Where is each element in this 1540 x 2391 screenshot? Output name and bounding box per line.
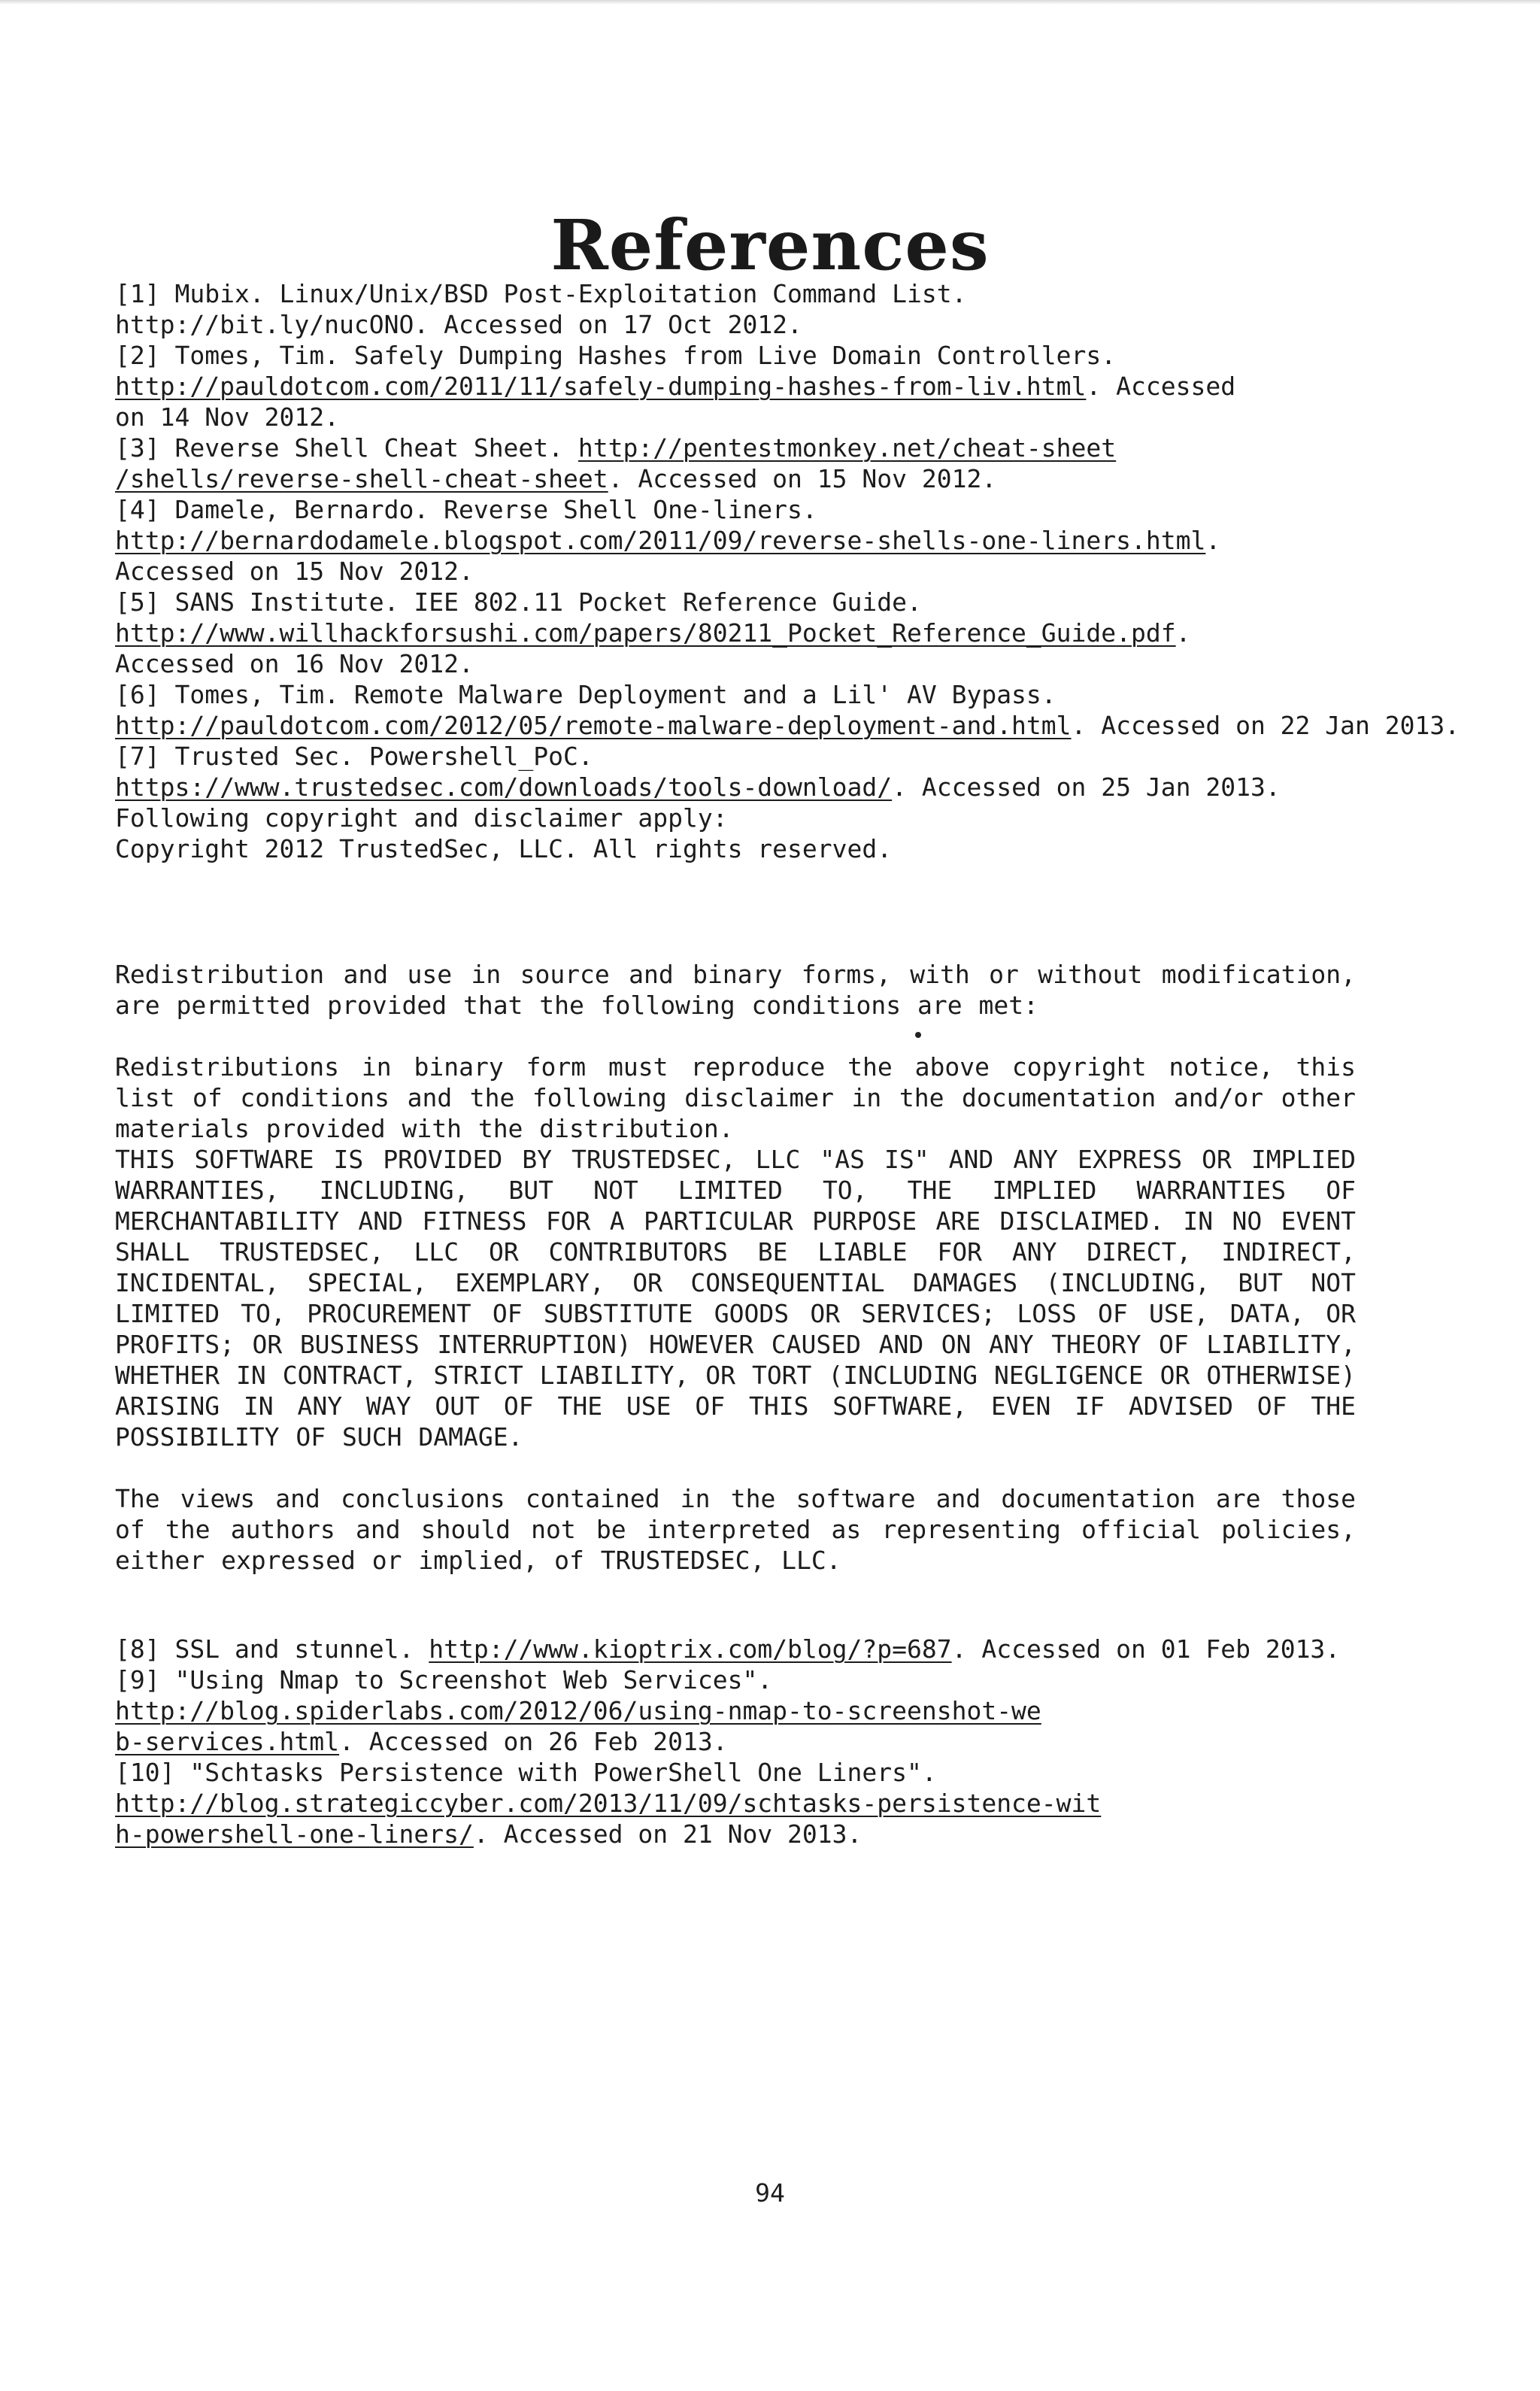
reference-accessed: . Accessed on 15 Nov 2012.: [608, 464, 997, 493]
page-title: [0, 204, 1540, 286]
reference-url[interactable]: http://www.kioptrix.com/blog/?p=687: [429, 1634, 952, 1664]
reference-item-5-url: http://www.willhackforsushi.com/papers/80211_Pocket_Reference_Guide.pdf.: [115, 618, 1191, 648]
reference-accessed: Accessed on 16 Nov 2012.: [115, 649, 474, 678]
reference-item-2-cont: [115, 371, 1356, 402]
reference-text: [1] Mubix. Linux/Unix/BSD Post-Exploitation Command List.: [115, 279, 967, 308]
reference-list-first: [115, 278, 1460, 864]
reference-item-5-accessed: [115, 648, 1356, 679]
reference-url[interactable]: http://bernardodamele.blogspot.com/2011/09/reverse-shells-one-liners.html: [115, 526, 1206, 555]
license-binary-clause: Redistributions in binary form must reproduce the above copyright notice, this list of conditions and the following disclaimer in the documentation and/or other materials provided with the distribution.: [115, 1052, 1356, 1143]
license-redistribution: Redistribution and use in source and binary forms, with or without modification, are permitted provided that the following conditions are met:: [115, 960, 1356, 1020]
page-number: 94: [755, 2178, 785, 2207]
reference-url[interactable]: http://pentestmonkey.net/cheat-sheet: [578, 433, 1117, 463]
reference-item-1: [115, 278, 1356, 309]
reference-text: [7] Trusted Sec. Powershell_PoC.: [115, 742, 593, 771]
reference-item-9-url: [115, 1695, 1356, 1726]
reference-accessed-cont: on 14 Nov 2012.: [115, 402, 340, 432]
reference-url[interactable]: http://bit.ly/nucONO: [115, 310, 414, 339]
reference-accessed: . Accessed: [1086, 372, 1236, 401]
reference-list-second: [115, 1634, 1356, 1849]
reference-text: [3] Reverse Shell Cheat Sheet.: [115, 433, 564, 463]
spacer: [115, 1452, 1356, 1483]
reference-url[interactable]: http://pauldotcom.com/2011/11/safely-dumping-hashes-from-liv.html: [115, 372, 1087, 401]
license-views: The views and conclusions contained in the software and documentation are those of the authors and should not be interpreted as representing official policies, either expressed or implied, of TRUSTEDSEC, LLC.: [115, 1484, 1356, 1575]
reference-url-cont[interactable]: b-services.html: [115, 1727, 340, 1756]
page-title-text: References: [550, 204, 990, 286]
reference-accessed: . Accessed on 25 Jan 2013.: [892, 772, 1281, 802]
reference-item-10-url: [115, 1788, 1356, 1819]
reference-text: [9] "Using Nmap to Screenshot Web Services".: [115, 1665, 773, 1695]
reference-accessed: Accessed on 15 Nov 2012.: [115, 557, 474, 586]
reference-item-4-accessed: [115, 556, 1356, 587]
reference-item-4-url: http://bernardodamele.blogspot.com/2011/09/reverse-shells-one-liners.html.: [115, 526, 1221, 555]
reference-item-5: [115, 587, 1356, 617]
reference-url[interactable]: http://blog.strategiccyber.com/2013/11/09/schtasks-persistence-wit: [115, 1789, 1102, 1818]
reference-text: [10] "Schtasks Persistence with PowerShell One Liners".: [115, 1758, 937, 1787]
license-copyright: Copyright 2012 TrustedSec, LLC. All rights reserved.: [115, 834, 893, 863]
reference-accessed: . Accessed on 22 Jan 2013.: [1071, 711, 1460, 740]
reference-url-cont[interactable]: h-powershell-one-liners/: [115, 1819, 474, 1849]
reference-text: [6] Tomes, Tim. Remote Malware Deployment and a Lil' AV Bypass.: [115, 680, 1056, 709]
reference-item-7: [115, 741, 1356, 772]
reference-item-3-cont: [115, 463, 1356, 494]
reference-url[interactable]: http://blog.spiderlabs.com/2012/06/using-nmap-to-screenshot-we: [115, 1696, 1041, 1725]
reference-item-8: [115, 1634, 1356, 1664]
reference-url[interactable]: https://www.trustedsec.com/downloads/tools-download/: [115, 772, 893, 802]
reference-item-3: [115, 432, 1356, 463]
reference-text: [8] SSL and stunnel.: [115, 1634, 414, 1664]
reference-text: [4] Damele, Bernardo. Reverse Shell One-liners.: [115, 495, 817, 524]
reference-item-10-cont: [115, 1819, 1356, 1849]
reference-accessed: . Accessed on 26 Feb 2013.: [339, 1727, 728, 1756]
reference-text: [2] Tomes, Tim. Safely Dumping Hashes from Live Domain Controllers.: [115, 341, 1117, 370]
spacer: [115, 1021, 1356, 1051]
reference-item-4: [115, 494, 1356, 525]
bullet-dot: [915, 1032, 921, 1038]
reference-accessed: . Accessed on 17 Oct 2012.: [414, 310, 802, 339]
reference-item-6-cont: [115, 710, 1460, 741]
reference-item-9: [115, 1664, 1356, 1695]
scan-edge: [0, 0, 1540, 5]
reference-url[interactable]: http://www.willhackforsushi.com/papers/80211_Pocket_Reference_Guide.pdf: [115, 618, 1176, 648]
reference-item-10: [115, 1757, 1356, 1788]
reference-item-1-cont: [115, 309, 1356, 340]
reference-accessed: . Accessed on 21 Nov 2013.: [473, 1819, 862, 1849]
reference-item-7-cont: [115, 772, 1356, 803]
reference-item-6: [115, 679, 1356, 710]
reference-item-2: [115, 340, 1356, 371]
reference-item-9-cont: [115, 1726, 1356, 1757]
reference-url-cont[interactable]: /shells/reverse-shell-cheat-sheet: [115, 464, 608, 493]
license-disclaimer: THIS SOFTWARE IS PROVIDED BY TRUSTEDSEC, LLC "AS IS" AND ANY EXPRESS OR IMPLIED WARRANTIES, INCLUDING, BUT NOT LIMITED TO, THE IMPLIED WARRANTIES OF MERCHANTABILITY AND FITNESS FOR A PARTICULAR PURPOSE ARE DISCLAIMED. IN NO EVENT SHALL TRUSTEDSEC, LLC OR CONTRIBUTORS BE LIABLE FOR ANY DIRECT, INDIRECT, INCIDENTAL, SPECIAL, EXEMPLARY, OR CONSEQUENTIAL DAMAGES (INCLUDING, BUT NOT LIMITED TO, PROCUREMENT OF SUBSTITUTE GOODS OR SERVICES; LOSS OF USE, DATA, OR PROFITS; OR BUSINESS INTERRUPTION) HOWEVER CAUSED AND ON ANY THEORY OF LIABILITY, WHETHER IN CONTRACT, STRICT LIABILITY, OR TORT (INCLUDING NEGLIGENCE OR OTHERWISE) ARISING IN ANY WAY OUT OF THE USE OF THIS SOFTWARE, EVEN IF ADVISED OF THE POSSIBILITY OF SUCH DAMAGE.: [115, 1145, 1356, 1452]
license-text: [115, 959, 1356, 1576]
reference-url[interactable]: http://pauldotcom.com/2012/05/remote-malware-deployment-and.html: [115, 711, 1072, 740]
license-intro: Following copyright and disclaimer apply:: [115, 803, 728, 833]
reference-text: [5] SANS Institute. IEE 802.11 Pocket Reference Guide.: [115, 587, 922, 617]
reference-accessed: . Accessed on 01 Feb 2013.: [951, 1634, 1341, 1664]
